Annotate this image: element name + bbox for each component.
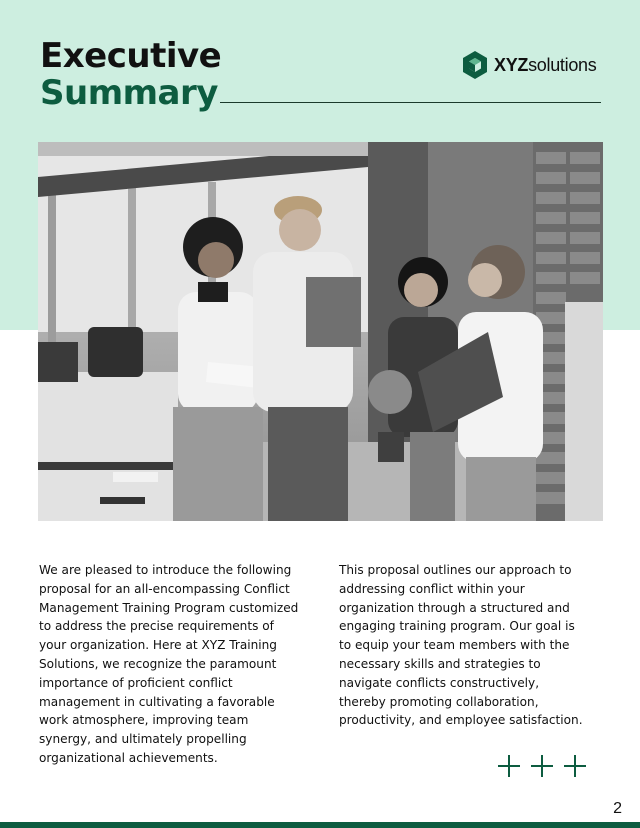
- body-text-left: We are pleased to introduce the following proposal for an all-encompassing Conflict Management Training Program customized to address the precise requirements of your organization. Here at XYZ Training Solutions, we recognize the paramount importance of proficient conflict management in cultivating a favorable work atmosphere, improving team synergy, and ultimately propelling organizational achievements.: [39, 563, 299, 765]
- logo-wordmark-bold: XYZ: [494, 54, 529, 75]
- body-text-right: This proposal outlines our approach to addressing conflict within your organization through a structured and engaging training program. Our goal is to equip your team members with the necessary skills and strategies to navigate conflicts constructively, thereby promoting collaboration, productivity, and employee satisfaction.: [339, 563, 583, 728]
- page-title: [40, 38, 221, 112]
- team-photo: [38, 142, 603, 521]
- plus-icon: [531, 755, 553, 777]
- plus-icon: [498, 755, 520, 777]
- team-photo-illustration: [38, 142, 603, 521]
- logo-wordmark-rest: solutions: [528, 54, 597, 75]
- logo-wordmark: [494, 55, 596, 76]
- decorative-plus-group: [498, 755, 597, 777]
- hexagon-cube-icon: [462, 50, 488, 80]
- footer-accent-bar: [0, 822, 640, 828]
- header-divider-line: [220, 102, 601, 103]
- title-line-summary: Summary: [40, 73, 218, 113]
- title-line-executive: Executive: [40, 36, 222, 76]
- page-number: 2: [613, 800, 622, 817]
- plus-icon: [564, 755, 586, 777]
- company-logo: [462, 50, 596, 80]
